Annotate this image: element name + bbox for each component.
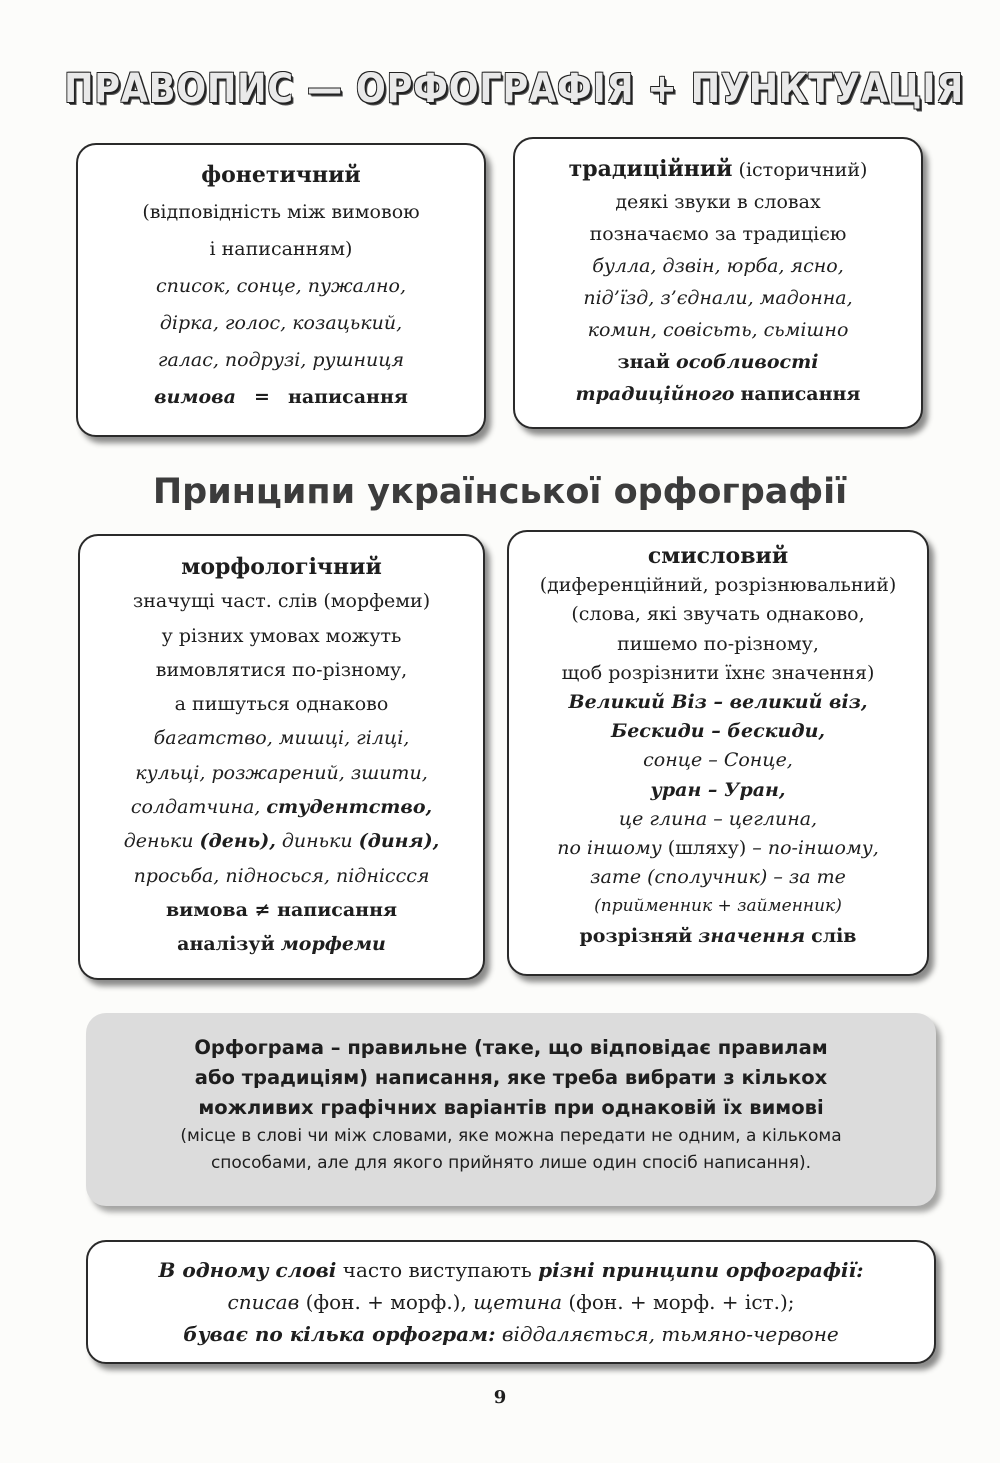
semantic-rule: розрізняй значення слів <box>579 924 857 947</box>
phonetic-example-2: дірка, голос, козацький, <box>159 312 403 334</box>
semantic-example-2: Бескиди – бескиди, <box>610 720 825 743</box>
semantic-desc-4: щоб розрізнити їхнє значення) <box>561 661 875 684</box>
morphological-rule-1: вимова ≠ написання <box>165 898 398 921</box>
phonetic-example-1: список, сонце, пужално, <box>155 275 407 297</box>
orthogram-definition-box <box>86 1013 936 1206</box>
morphological-example-2: кульці, розжарений, зшити, <box>135 761 428 784</box>
morphological-principle-card <box>78 534 485 980</box>
morphological-example-3: солдатчина, студентство, <box>130 796 433 819</box>
multi-line-3: буває по кілька орфограм: віддаляється, тьмяно-червоне <box>183 1322 839 1346</box>
semantic-principle-card <box>507 530 929 976</box>
semantic-example-4: уран – Уран, <box>650 778 786 801</box>
multiple-principles-box <box>86 1240 936 1364</box>
traditional-example-2: під’їзд, з’єднали, мадонна, <box>583 287 853 309</box>
morphological-desc-3: вимовлятися по-різному, <box>155 658 408 681</box>
morphological-desc-1: значущі част. слів (морфеми) <box>132 590 431 613</box>
traditional-heading: традиційний (історичний) <box>568 156 868 182</box>
traditional-example-1: булла, дзвін, юрба, ясно, <box>592 255 844 277</box>
semantic-heading: смисловий <box>647 543 789 569</box>
semantic-example-8: (прийменник + займенник) <box>594 896 842 917</box>
morphological-example-5: просьба, підносься, підніссся <box>133 864 430 887</box>
semantic-desc-2: (слова, які звучать однаково, <box>571 603 865 626</box>
morphological-desc-2: у різних умовах можуть <box>161 624 402 647</box>
phonetic-principle-card <box>76 143 486 437</box>
semantic-desc-3: пишемо по-різному, <box>617 632 819 655</box>
traditional-example-3: комин, совісьть, сьмішно <box>587 319 849 341</box>
phonetic-desc-2: і написанням) <box>209 238 353 260</box>
phonetic-heading: фонетичний <box>201 162 361 188</box>
multi-line-2: списав (фон. + морф.), щетина (фон. + морф. + іст.); <box>227 1290 795 1314</box>
section-title: Принципи української орфографії <box>152 472 848 512</box>
semantic-example-6: по іншому (шляху) – по-іншому, <box>557 837 879 860</box>
morphological-example-4: деньки (день), диньки (диня), <box>123 830 440 853</box>
semantic-desc-1: (диференційний, розрізнювальний) <box>539 574 897 597</box>
orthogram-line-5: способами, але для якого прийнято лише один спосіб написання). <box>210 1153 812 1173</box>
orthogram-line-4: (місце в слові чи між словами, яке можна передати не одним, а кількома <box>180 1126 842 1146</box>
page-number: 9 <box>493 1387 507 1408</box>
orthogram-line-3: можливих графічних варіантів при однаковій їх вимові <box>198 1096 824 1119</box>
phonetic-desc-1: (відповідність між вимовою <box>142 201 420 223</box>
phonetic-rule: вимова = написання <box>154 386 408 408</box>
traditional-desc-2: позначаємо за традицією <box>589 223 847 245</box>
traditional-rule-2: традиційного написання <box>575 383 861 405</box>
traditional-principle-card <box>513 137 923 429</box>
morphological-rule-2: аналізуй морфеми <box>177 933 386 956</box>
semantic-example-3: сонце – Сонце, <box>643 749 793 772</box>
page-title: ПРАВОПИС — ОРФОГРАФІЯ + ПУНКТУАЦІЯ <box>64 66 965 112</box>
morphological-example-1: багатство, мишці, гілці, <box>153 727 410 750</box>
traditional-desc-1: деякі звуки в словах <box>615 191 821 213</box>
semantic-example-1: Великий Віз – великий віз, <box>568 691 868 714</box>
morphological-desc-4: а пишуться однаково <box>174 693 389 716</box>
multi-line-1: В одному слові часто виступають різні принципи орфографії: <box>158 1258 864 1282</box>
morphological-heading: морфологічний <box>181 554 382 580</box>
phonetic-example-3: галас, подрузі, рушниця <box>157 349 405 371</box>
orthogram-line-2: або традиціям) написання, яке треба вибрати з кількох <box>194 1066 828 1089</box>
semantic-example-7: зате (сполучник) – за те <box>590 866 846 889</box>
semantic-example-5: це глина – цеглина, <box>618 807 818 830</box>
orthogram-line-1: Орфограма – правильне (таке, що відповідає правилам <box>194 1036 828 1059</box>
traditional-rule-1: знай особливості <box>617 351 819 373</box>
